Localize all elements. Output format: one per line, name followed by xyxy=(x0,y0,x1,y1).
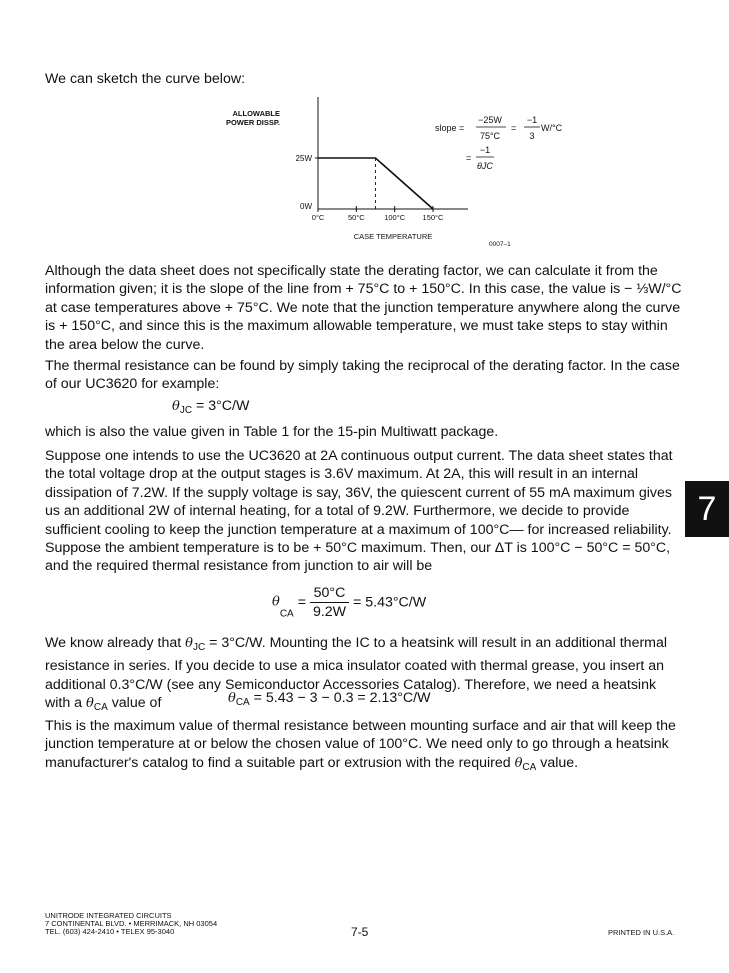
y-axis-label-2: POWER DISSP. xyxy=(225,118,280,127)
figure-id: 0007–1 xyxy=(489,241,511,248)
equation-theta-jc: $\theta_{JC} = 3^\circ C/W$ xyxy=(172,398,250,416)
paragraph-thermal-resistance: The thermal resistance can be found by simply taking the reciprocal of the derating factor. In the case of our UC3620 for example: xyxy=(45,358,680,393)
derating-chart xyxy=(225,92,600,250)
slope-frac2-den: 3 xyxy=(529,131,535,141)
paragraph-derating: Although the data sheet does not specifically state the derating factor, we can calculate it from the information given; it is the slope of the line from + 75°C to + 150°C. In this case, the value is − ⅓W/°C at case temperatures above + 75°C. We note that the junction temperature anywhere along the curve is + 150°C, and since this is the maximum allowable temperature, we must take steps to stay within the area below the curve. xyxy=(45,263,682,353)
y-tick-25w: 25W xyxy=(295,154,312,163)
y-tick-0w: 0W xyxy=(300,202,312,211)
slope-frac2-num: −1 xyxy=(526,115,538,125)
equation-heatsink-theta-ca: $\theta_{CA} = 5.43 - 3 - 0.3 = 2.13^\circ C/W$ xyxy=(228,690,431,708)
x-tick-label-0: 0°C xyxy=(311,213,325,222)
section-tab: 7 xyxy=(685,481,729,537)
x-axis-label: CASE TEMPERATURE xyxy=(353,232,433,241)
x-tick-label-50: 50°C xyxy=(347,213,365,222)
equation-theta-ca: $\theta_{CA}$ = $\frac{50^\circ C}{9.2W}$ = 5.43°C/W xyxy=(272,585,427,620)
x-tick-label-100: 100°C xyxy=(384,213,406,222)
slope-frac1-num: −25W xyxy=(478,115,502,125)
paragraph-table-ref: which is also the value given in Table 1 for the 15-pin Multiwatt package. xyxy=(45,424,499,440)
intro-text: We can sketch the curve below: xyxy=(45,71,246,87)
printed-in: PRINTED IN U.S.A. xyxy=(608,928,675,937)
paragraph-heatsink: We know already that $\theta_{JC} = 3^\circ C/W$. Mounting the IC to a heatsink will result in an additional thermal resistance in series. If you decide to use a mica insulator coated with thermal grease, you insert an additional 0.3°C/W (see any Semiconductor Accessories Catalog). Therefore, we need a heatsink with a $\theta_{CA}$ value of xyxy=(45,635,668,714)
equation-numerator: 50°C xyxy=(310,584,349,603)
slope-eq2: = xyxy=(466,153,472,163)
paragraph-conclusion: This is the maximum value of thermal resistance between mounting surface and air that will keep the junction temperature at or below the chosen value of 100°C. We need only to go through a heatsink manufacturer's catalog to find a suitable part or extrusion with the required $\theta_{CA}$ value. xyxy=(45,718,676,773)
slope-eq1: = xyxy=(511,123,517,133)
slope-label: slope = xyxy=(435,123,465,133)
footer-address: UNITRODE INTEGRATED CIRCUITS 7 CONTINENTAL BLVD. • MERRIMACK, NH 03054 TEL. (603) 424-2410 • TELEX 95-3040 xyxy=(45,911,218,936)
equation-denominator: 9.2W xyxy=(312,604,347,620)
slope-frac1-den: 75°C xyxy=(479,131,501,141)
slope-unit: W/°C xyxy=(541,123,563,133)
slope-frac3-den: θJC xyxy=(477,161,493,171)
slope-frac3-num: −1 xyxy=(479,145,491,155)
y-axis-label-1: ALLOWABLE xyxy=(232,109,280,118)
page-number: 7-5 xyxy=(351,925,369,939)
paragraph-example: Suppose one intends to use the UC3620 at 2A continuous output current. The data sheet states that the total voltage drop at the output stages is 3.6V maximum. At 2A, this will result in an internal dissipation of 7.2W. If the supply voltage is say, 36V, the quiescent current of 55 mA maximum gives us an additional 2W of internal heating, for a total of 9.2W. Furthermore, we decide to provide sufficient cooling to keep the junction temperature at a maximum of 100°C— for increased reliability. Suppose the ambient temperature is to be + 50°C maximum. Then, our ΔT is 100°C − 50°C = 50°C, and the required thermal resistance from junction to air will be xyxy=(45,448,673,575)
x-tick-label-150: 150°C xyxy=(422,213,444,222)
